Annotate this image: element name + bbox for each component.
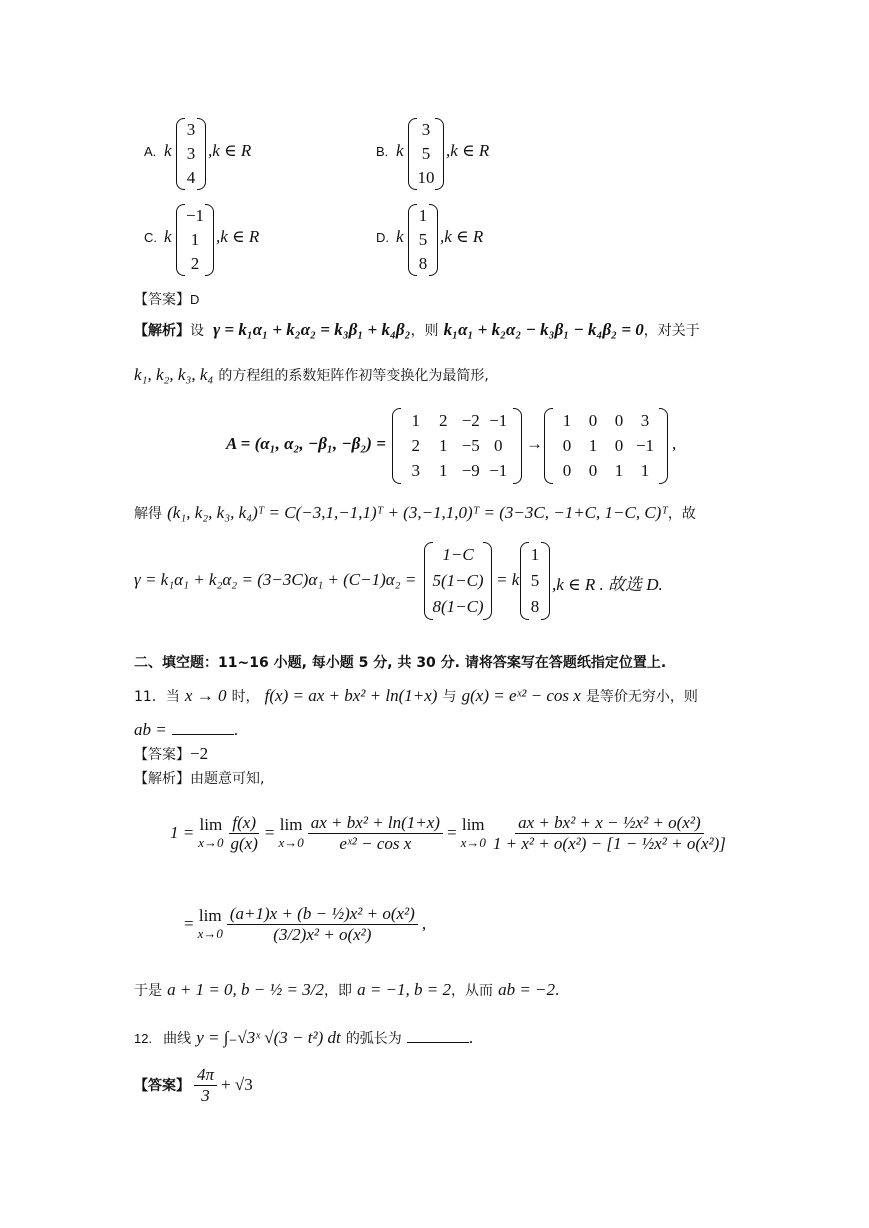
q11-fx: f(x) = ax + bx² + ln(1+x) [264, 686, 438, 705]
q10-analysis-line2 [134, 365, 489, 385]
lim-4 [198, 906, 223, 942]
solve-eq: (k₁, k₂, k₃, k₄)ᵀ = C(−3,1,−1,1)ᵀ + (3,−1,1,0)ᵀ = (3−3C, −1+C, 1−C, C)ᵀ [167, 503, 668, 522]
q11-number: 11．当 [134, 689, 180, 705]
q12-end: . [468, 1028, 474, 1047]
q12-answer-plus: + √3 [221, 1075, 253, 1094]
q11-limit-line2 [184, 888, 426, 960]
q11-when: 时， [231, 689, 260, 705]
matrix2-cell: 0 [588, 410, 598, 430]
matrix2-cell: 3 [640, 410, 650, 430]
matrix-end: , [672, 434, 677, 453]
q11-answer [134, 744, 208, 764]
option-b-label: B. [376, 144, 389, 159]
limit-lhs: 1 = [170, 823, 195, 842]
q10-about: ，对关于 [643, 323, 700, 339]
option-d-label: D. [376, 230, 389, 245]
fraction-3-num: ax + bx² + x − ½x² + o(x²) [515, 813, 703, 834]
q12-curve: y = ∫₋√3ˣ √(3 − t²) dt [196, 1028, 341, 1047]
lim-1 [198, 815, 223, 851]
fraction-4-den: (3/2)x² + o(x²) [273, 924, 372, 944]
option-c-v1: −1 [185, 206, 205, 225]
matrix2-cell: 0 [562, 461, 572, 481]
gamma-end: ,k ∈ R . 故选 D. [552, 575, 663, 594]
option-d-vector [408, 204, 438, 276]
matrix2-cell: 0 [562, 435, 572, 455]
option-c-v3: 2 [190, 254, 200, 273]
option-a-v2: 3 [186, 144, 196, 163]
q12-answer-blank[interactable] [407, 1028, 469, 1043]
gamma-v1: 1−C [442, 545, 474, 564]
option-d-v1: 1 [418, 206, 428, 225]
matrix2-cell: −1 [635, 435, 655, 455]
conclusion-pre: 于是 [134, 983, 162, 999]
conclusion-mid2: ，从而 [450, 983, 493, 999]
option-b-v2: 5 [421, 144, 431, 163]
q10-eq1: γ = k₁α₁ + k₂α₂ = k₃β₁ + k₄β₂ [213, 320, 411, 339]
matrix2-cell: 1 [562, 410, 572, 430]
lim-3-word: lim [461, 815, 485, 834]
matrix1-cell: 1 [439, 435, 448, 455]
conclusion-eq2: a = −1, b = 2 [357, 980, 451, 999]
option-a-v1: 3 [186, 120, 196, 139]
matrix-lhs: A = (α₁, α₂, −β₁, −β₂) = [226, 434, 386, 453]
gamma-eq: γ = k₁α₁ + k₂α₂ = (3−3C)α₁ + (C−1)α₂ = [134, 570, 417, 589]
matrix1-cell: 1 [411, 410, 420, 430]
option-b-k: k [396, 141, 404, 160]
gamma-v3: 8(1−C) [432, 597, 484, 616]
lim-3-sub: x→0 [460, 835, 486, 850]
q12-answer-den: 3 [201, 1085, 210, 1105]
fraction-1-den: g(x) [230, 833, 258, 853]
gamma2-v2: 5 [530, 571, 540, 590]
fraction-2 [308, 813, 443, 854]
lim-1-word: lim [199, 815, 223, 834]
option-d-v2: 5 [418, 230, 428, 249]
matrix1-cell: −1 [489, 410, 508, 430]
q11-blank-end: . [233, 720, 239, 739]
option-c-label: C. [144, 230, 157, 245]
fraction-4 [227, 904, 418, 945]
q12-answer [134, 1062, 253, 1108]
matrix1-cell: −9 [461, 461, 480, 481]
conclusion-end: . [555, 980, 560, 999]
matrix1-cell: −5 [461, 435, 480, 455]
lim-4-sub: x→0 [197, 926, 223, 941]
q11-tail: 是等价无穷小，则 [585, 689, 698, 705]
matrix-arrow: → [526, 434, 543, 453]
matrix1-cell: −1 [489, 461, 508, 481]
q10-analysis-line1 [134, 320, 700, 340]
gamma2-v1: 1 [530, 545, 540, 564]
q11-answer-tag: 【答案】 [134, 747, 190, 763]
q10-solve-line [134, 503, 696, 523]
section-2-title: 二、填空题：11~16 小题, 每小题 5 分, 共 30 分. 请将答案写在答题纸指定位置上. [134, 655, 667, 671]
q11-analysis-tag: 【解析】 [134, 771, 190, 787]
q11-conclusion [134, 980, 559, 1000]
q12-answer-tag: 【答案】 [134, 1078, 190, 1094]
matrix-1 [392, 408, 522, 484]
lim-4-word: lim [198, 906, 222, 925]
q11-ask: ab = [134, 720, 167, 739]
q10-answer-tag: 【答案】 [134, 292, 190, 308]
fraction-4-num: (a+1)x + (b − ½)x² + o(x²) [227, 904, 418, 925]
matrix1-cell: 1 [439, 461, 448, 481]
matrix2-cell: 1 [614, 461, 624, 481]
gamma-vector [424, 542, 492, 620]
matrix2-cell: 1 [588, 435, 598, 455]
lim-1-sub: x→0 [198, 835, 224, 850]
q10-eq2: k₁α₁ + k₂α₂ − k₃β₁ − k₄β₂ = 0 [443, 320, 644, 339]
option-a-suffix: ,k ∈ R [208, 141, 252, 160]
option-a-v3: 4 [186, 168, 196, 187]
limit2-lhs: = [184, 914, 194, 933]
lim-2 [278, 815, 303, 851]
solve-end: ，故 [667, 506, 696, 522]
q10-then: ，则 [410, 323, 439, 339]
gamma-v2: 5(1−C) [432, 571, 484, 590]
fraction-1 [228, 813, 261, 854]
q11-gx: g(x) = eˣ² − cos x [461, 686, 581, 705]
q10-line2-text: 的方程组的系数矩阵作初等变换化为最简形, [218, 368, 489, 384]
fraction-3-den: 1 + x² + o(x²) − [1 − ½x² + o(x²)] [492, 833, 726, 853]
gamma-vector-2 [520, 542, 550, 620]
option-a-vector [176, 118, 206, 190]
q10-gamma-line [134, 542, 694, 620]
option-a-k: k [164, 141, 172, 160]
option-d-v3: 8 [418, 254, 428, 273]
matrix1-cell: 3 [411, 461, 420, 481]
matrix2-cell: 0 [614, 435, 624, 455]
conclusion-eq3: ab = −2 [498, 980, 556, 999]
q12-number: 12. [134, 1031, 153, 1046]
matrix2-cell: 1 [640, 461, 650, 481]
option-a-label: A. [144, 144, 157, 159]
q12-line [134, 1028, 473, 1048]
q11-analysis-text: 由题意可知, [190, 771, 265, 787]
q11-limit-line1: 1 = lim x→0 $\frac{f(x)}{g(x)}$ = lim x→0 $\frac{\text{ax + bx² + ln(1+x)}}{\text{eˣ² − cos x}}$ = lim x→0 $\frac{\text{ax + bx² + x − ½x² + o(x²)}}{\text{1 + x² + o(x²) − [1 − ½x² + o(x²)]}}$ [170, 796, 729, 870]
matrix2-cell: 0 [588, 461, 598, 481]
matrix1-cell: 2 [439, 410, 448, 430]
fraction-1-num: f(x) [229, 813, 259, 834]
matrix-2 [544, 408, 668, 484]
q11-analysis [134, 768, 264, 788]
lim-2-word: lim [279, 815, 303, 834]
conclusion-mid: ，即 [323, 983, 352, 999]
matrix1-cell: 2 [411, 435, 420, 455]
q12-text2: 的弧长为 [345, 1031, 402, 1047]
option-c-vector [176, 204, 214, 276]
gamma-mid: = k [496, 570, 520, 589]
q12-answer-num: 4π [194, 1065, 217, 1086]
option-c-v2: 1 [190, 230, 200, 249]
q11-with: 与 [442, 689, 457, 705]
q11-cond: x → 0 [184, 686, 227, 705]
option-b-v3: 10 [417, 168, 435, 187]
matrix2-cell: 0 [614, 410, 624, 430]
q10-matrix-equation [226, 408, 677, 484]
matrix1-cell: 0 [494, 435, 503, 455]
option-b-v1: 3 [421, 120, 431, 139]
q12-answer-fraction [194, 1065, 217, 1106]
fraction-2-den: eˣ² − cos x [339, 833, 412, 853]
lim-2-sub: x→0 [278, 835, 304, 850]
gamma2-v3: 8 [530, 597, 540, 616]
q12-text1: 曲线 [163, 1031, 192, 1047]
option-b-suffix: ,k ∈ R [446, 141, 490, 160]
q10-analysis-tag: 【解析】 [134, 323, 190, 339]
q11-answer-value: −2 [190, 744, 209, 763]
option-b-vector [408, 118, 444, 190]
option-c-suffix: ,k ∈ R [216, 227, 260, 246]
conclusion-eq: a + 1 = 0, b − ½ = 3/2 [167, 980, 324, 999]
q10-answer-value: D [190, 292, 200, 307]
limit2-end: , [421, 914, 427, 933]
q11-line2 [134, 720, 238, 740]
option-d-k: k [396, 227, 404, 246]
lim-3 [461, 815, 486, 851]
q10-analysis-intro: 设 [190, 323, 204, 339]
q11-line1 [134, 686, 698, 706]
matrix1-cell: −2 [461, 410, 480, 430]
q10-answer [134, 289, 199, 309]
fraction-2-num: ax + bx² + ln(1+x) [308, 813, 443, 834]
q10-vars: k₁, k₂, k₃, k₄ [134, 365, 214, 384]
fraction-3 [490, 813, 729, 854]
solve-text: 解得 [134, 506, 162, 522]
q11-answer-blank[interactable] [172, 720, 234, 735]
option-d-suffix: ,k ∈ R [440, 227, 484, 246]
option-c-k: k [164, 227, 172, 246]
